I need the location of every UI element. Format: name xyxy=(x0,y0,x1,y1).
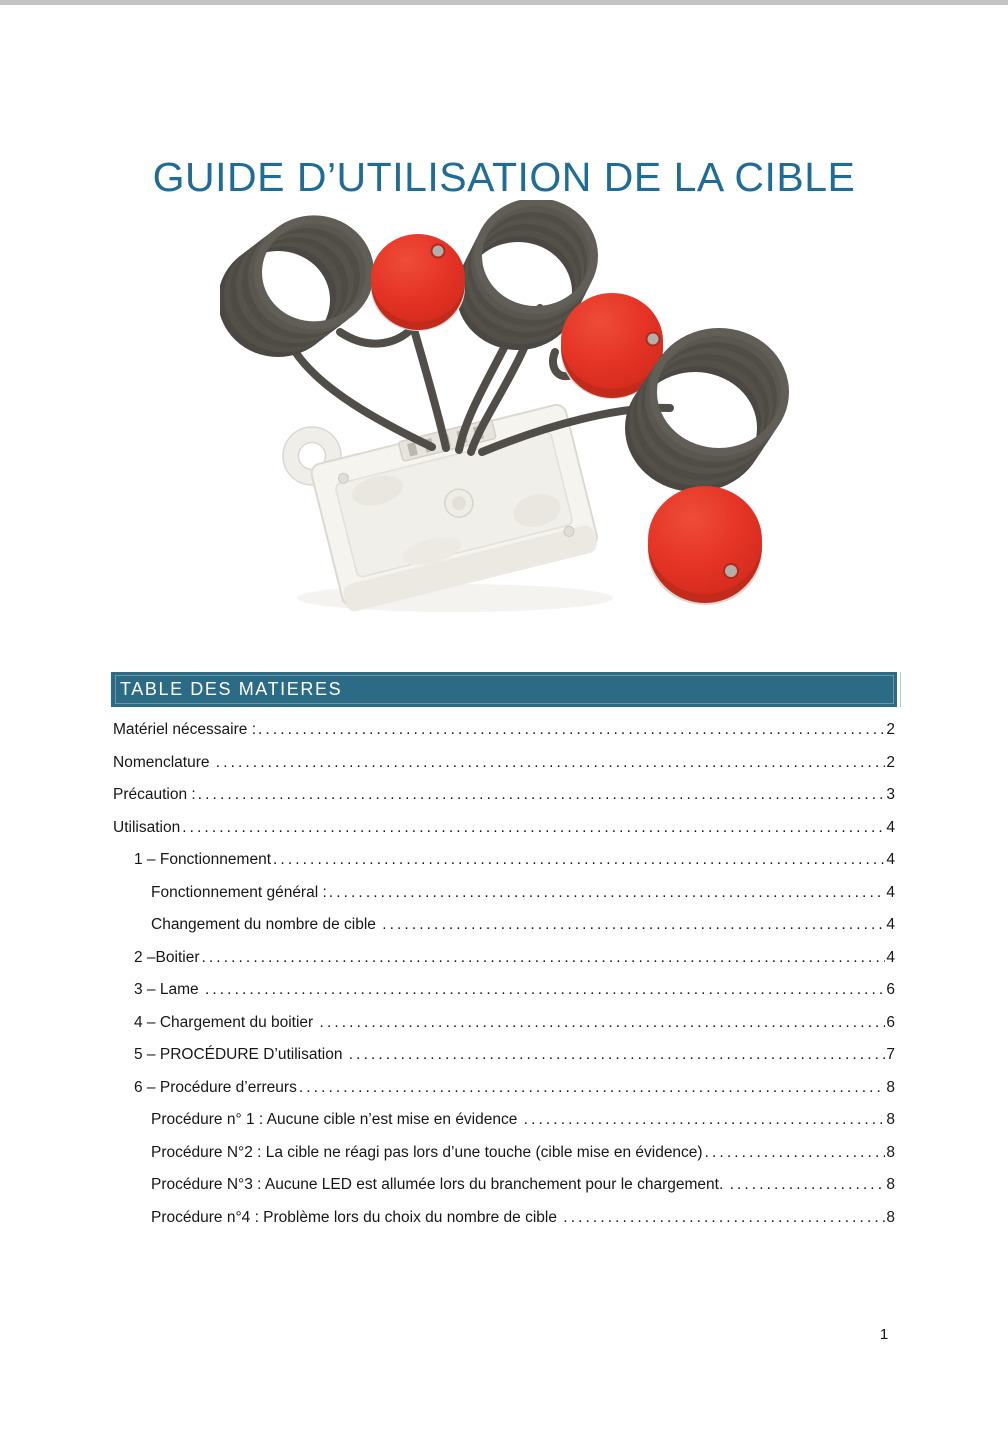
toc-entry[interactable] xyxy=(113,1104,895,1137)
toc-page-number: 4 xyxy=(886,948,895,966)
toc-entry[interactable] xyxy=(113,877,895,910)
toc-entry-label: 3 – Lame xyxy=(134,981,203,998)
toc-entry-label: Procédure n° 1 : Aucune cible n’est mise en évidence xyxy=(151,1111,522,1128)
toc-dot-leader xyxy=(382,909,885,942)
toc-entry-label: Matériel nécessaire : xyxy=(113,721,257,738)
toc-page-number: 6 xyxy=(886,1013,895,1031)
toc-entry-label: Nomenclature xyxy=(113,753,214,771)
page-number: 1 xyxy=(879,1326,889,1343)
toc-page-number: 4 xyxy=(886,916,895,933)
toc-entry-label: Utilisation xyxy=(113,818,181,836)
toc-page-number: 8 xyxy=(886,1111,895,1128)
toc-entry[interactable] xyxy=(113,747,895,780)
toc-entry[interactable] xyxy=(113,1169,895,1202)
toc-header-bar xyxy=(111,672,897,707)
toc-page-number: 8 xyxy=(886,1176,895,1193)
toc-dot-leader xyxy=(329,877,886,910)
toc-entry-label: 5 – PROCÉDURE D’utilisation xyxy=(134,1046,347,1063)
toc-entry[interactable] xyxy=(113,844,895,877)
toc-dot-leader xyxy=(205,974,885,1007)
toc-list xyxy=(113,714,895,1234)
toc-page-number: 4 xyxy=(886,883,895,901)
product-illustration xyxy=(220,200,795,620)
page-top-strip xyxy=(0,0,1008,5)
toc-dot-leader xyxy=(524,1104,886,1137)
toc-entry-label: Fonctionnement général : xyxy=(151,883,327,901)
toc-page-number: 3 xyxy=(886,786,895,803)
toc-entry[interactable] xyxy=(113,1007,895,1040)
toc-page-number: 6 xyxy=(886,981,895,998)
toc-page-number: 4 xyxy=(886,851,895,868)
target-disc-1 xyxy=(371,234,465,331)
toc-entry[interactable] xyxy=(113,714,895,747)
toc-entry-label: 4 – Chargement du boitier xyxy=(134,1013,318,1031)
toc-header-outline xyxy=(900,672,901,707)
toc-entry-label: 2 –Boitier xyxy=(134,948,200,966)
toc-dot-leader xyxy=(198,779,886,812)
toc-dot-leader xyxy=(299,1072,886,1105)
target-disc-3 xyxy=(648,486,762,605)
toc-entry[interactable] xyxy=(113,942,895,975)
toc-entry-label: Procédure n°4 : Problème lors du choix du nombre de cible xyxy=(151,1208,562,1226)
toc-dot-leader xyxy=(730,1169,886,1202)
toc-dot-leader xyxy=(216,747,886,780)
toc-page-number: 7 xyxy=(886,1046,895,1063)
toc-page-number: 2 xyxy=(886,721,895,738)
toc-entry-label: 1 – Fonctionnement xyxy=(134,851,272,868)
toc-header-label: TABLE DES MATIERES xyxy=(120,679,343,699)
toc-entry[interactable] xyxy=(113,1039,895,1072)
toc-page-number: 2 xyxy=(886,753,895,771)
toc-page-number: 8 xyxy=(886,1208,895,1226)
toc-entry[interactable] xyxy=(113,974,895,1007)
toc-dot-leader xyxy=(705,1137,886,1170)
toc-dot-leader xyxy=(273,844,885,877)
toc-entry-label: Procédure N°2 : La cible ne réagi pas lors d’une touche (cible mise en évidence) xyxy=(151,1143,703,1161)
page-title: GUIDE D’UTILISATION DE LA CIBLE xyxy=(152,154,856,201)
toc-entry[interactable] xyxy=(113,1137,895,1170)
toc-entry-label: Précaution : xyxy=(113,786,196,803)
toc-dot-leader xyxy=(563,1202,885,1235)
toc-entry-label: 6 – Procédure d’erreurs xyxy=(134,1078,297,1096)
toc-entry[interactable] xyxy=(113,779,895,812)
toc-dot-leader xyxy=(258,714,885,747)
toc-dot-leader xyxy=(182,812,885,845)
toc-page-number: 4 xyxy=(886,818,895,836)
toc-entry-label: Changement du nombre de cible xyxy=(151,916,381,933)
toc-dot-leader xyxy=(349,1039,886,1072)
toc-entry[interactable] xyxy=(113,1202,895,1235)
toc-entry[interactable] xyxy=(113,812,895,845)
toc-entry[interactable] xyxy=(113,1072,895,1105)
toc-page-number: 8 xyxy=(886,1143,895,1161)
toc-dot-leader xyxy=(320,1007,886,1040)
product-image xyxy=(220,200,795,620)
toc-entry[interactable] xyxy=(113,909,895,942)
toc-entry-label: Procédure N°3 : Aucune LED est allumée lors du branchement pour le chargement. xyxy=(151,1176,728,1193)
toc-page-number: 8 xyxy=(886,1078,895,1096)
control-box xyxy=(309,401,600,614)
toc-dot-leader xyxy=(201,942,885,975)
